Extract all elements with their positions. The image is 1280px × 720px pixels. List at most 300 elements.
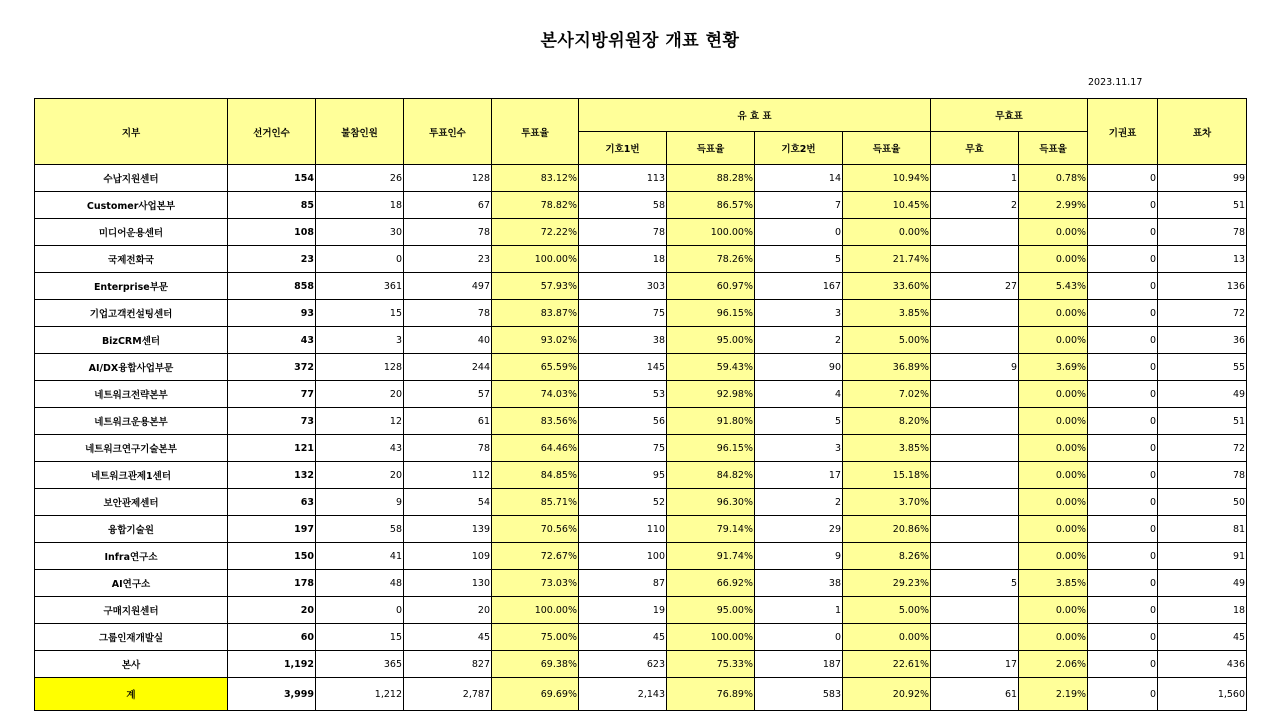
header-candidate2-rate: 득표율 bbox=[843, 132, 931, 165]
branch-name-cell: 국제전화국 bbox=[35, 246, 228, 273]
turnout-cell: 100.00% bbox=[492, 597, 579, 624]
invalid-rate-cell: 2.99% bbox=[1019, 192, 1088, 219]
candidate2-rate-cell: 8.26% bbox=[843, 543, 931, 570]
candidate2-votes-cell: 17 bbox=[755, 462, 843, 489]
voters-cell: 67 bbox=[404, 192, 492, 219]
turnout-cell: 64.46% bbox=[492, 435, 579, 462]
candidate2-rate-cell: 5.00% bbox=[843, 597, 931, 624]
invalid-rate-cell: 0.00% bbox=[1019, 489, 1088, 516]
absent-cell: 3 bbox=[316, 327, 404, 354]
page-title: 본사지방위원장 개표 현황 bbox=[540, 31, 740, 51]
abstain-cell: 0 bbox=[1088, 597, 1158, 624]
electors-cell: 178 bbox=[228, 570, 316, 597]
table-row bbox=[35, 219, 1247, 246]
candidate2-rate-cell: 3.70% bbox=[843, 489, 931, 516]
electors-cell: 858 bbox=[228, 273, 316, 300]
invalid-votes-cell: 2 bbox=[931, 192, 1019, 219]
candidate1-rate-cell: 100.00% bbox=[667, 624, 755, 651]
candidate2-votes-cell: 1 bbox=[755, 597, 843, 624]
report-date: 2023.11.17 bbox=[1088, 77, 1143, 88]
turnout-cell: 69.38% bbox=[492, 651, 579, 678]
candidate2-votes-cell: 7 bbox=[755, 192, 843, 219]
candidate1-votes-cell: 38 bbox=[579, 327, 667, 354]
abstain-cell: 0 bbox=[1088, 651, 1158, 678]
table-body bbox=[35, 165, 1247, 711]
candidate1-rate-cell: 59.43% bbox=[667, 354, 755, 381]
candidate1-rate-cell: 79.14% bbox=[667, 516, 755, 543]
absent-cell: 0 bbox=[316, 597, 404, 624]
header-margin: 표차 bbox=[1158, 99, 1247, 165]
voters-cell: 45 bbox=[404, 624, 492, 651]
turnout-cell: 72.22% bbox=[492, 219, 579, 246]
electors-cell: 132 bbox=[228, 462, 316, 489]
turnout-cell: 100.00% bbox=[492, 246, 579, 273]
branch-name-cell: 기업고객컨설팅센터 bbox=[35, 300, 228, 327]
electors-cell: 93 bbox=[228, 300, 316, 327]
absent-cell: 15 bbox=[316, 624, 404, 651]
candidate2-votes-cell: 187 bbox=[755, 651, 843, 678]
absent-cell: 18 bbox=[316, 192, 404, 219]
branch-name-cell: 수납지원센터 bbox=[35, 165, 228, 192]
table-row bbox=[35, 435, 1247, 462]
candidate2-votes-cell: 3 bbox=[755, 435, 843, 462]
margin-cell: 99 bbox=[1158, 165, 1247, 192]
candidate2-votes-cell: 583 bbox=[755, 678, 843, 711]
invalid-votes-cell: 5 bbox=[931, 570, 1019, 597]
absent-cell: 20 bbox=[316, 381, 404, 408]
table-row bbox=[35, 516, 1247, 543]
electors-cell: 63 bbox=[228, 489, 316, 516]
invalid-votes-cell: 1 bbox=[931, 165, 1019, 192]
margin-cell: 49 bbox=[1158, 570, 1247, 597]
branch-name-cell: 계 bbox=[35, 678, 228, 711]
turnout-cell: 70.56% bbox=[492, 516, 579, 543]
invalid-rate-cell: 0.00% bbox=[1019, 381, 1088, 408]
candidate1-votes-cell: 53 bbox=[579, 381, 667, 408]
candidate2-votes-cell: 38 bbox=[755, 570, 843, 597]
electors-cell: 23 bbox=[228, 246, 316, 273]
invalid-votes-cell bbox=[931, 408, 1019, 435]
voters-cell: 78 bbox=[404, 219, 492, 246]
candidate1-rate-cell: 78.26% bbox=[667, 246, 755, 273]
invalid-rate-cell: 2.19% bbox=[1019, 678, 1088, 711]
voters-cell: 244 bbox=[404, 354, 492, 381]
abstain-cell: 0 bbox=[1088, 165, 1158, 192]
absent-cell: 9 bbox=[316, 489, 404, 516]
candidate2-votes-cell: 0 bbox=[755, 624, 843, 651]
candidate1-rate-cell: 75.33% bbox=[667, 651, 755, 678]
candidate1-votes-cell: 56 bbox=[579, 408, 667, 435]
candidate2-rate-cell: 7.02% bbox=[843, 381, 931, 408]
invalid-votes-cell: 61 bbox=[931, 678, 1019, 711]
candidate1-rate-cell: 60.97% bbox=[667, 273, 755, 300]
absent-cell: 48 bbox=[316, 570, 404, 597]
abstain-cell: 0 bbox=[1088, 435, 1158, 462]
table-row bbox=[35, 273, 1247, 300]
table-row bbox=[35, 462, 1247, 489]
invalid-votes-cell bbox=[931, 462, 1019, 489]
header-invalid-votes: 무효표 bbox=[931, 99, 1088, 132]
table-row bbox=[35, 408, 1247, 435]
invalid-rate-cell: 0.00% bbox=[1019, 462, 1088, 489]
branch-name-cell: Infra연구소 bbox=[35, 543, 228, 570]
voters-cell: 109 bbox=[404, 543, 492, 570]
branch-name-cell: 네트워크관제1센터 bbox=[35, 462, 228, 489]
abstain-cell: 0 bbox=[1088, 327, 1158, 354]
voters-cell: 827 bbox=[404, 651, 492, 678]
invalid-votes-cell bbox=[931, 516, 1019, 543]
header-branch: 지부 bbox=[35, 99, 228, 165]
candidate2-rate-cell: 20.86% bbox=[843, 516, 931, 543]
branch-name-cell: 그룹인재개발실 bbox=[35, 624, 228, 651]
margin-cell: 78 bbox=[1158, 462, 1247, 489]
abstain-cell: 0 bbox=[1088, 624, 1158, 651]
table-row bbox=[35, 624, 1247, 651]
margin-cell: 55 bbox=[1158, 354, 1247, 381]
margin-cell: 91 bbox=[1158, 543, 1247, 570]
candidate1-rate-cell: 96.15% bbox=[667, 435, 755, 462]
invalid-rate-cell: 3.69% bbox=[1019, 354, 1088, 381]
margin-cell: 51 bbox=[1158, 408, 1247, 435]
abstain-cell: 0 bbox=[1088, 381, 1158, 408]
header-candidate1-rate: 득표율 bbox=[667, 132, 755, 165]
vote-count-table bbox=[34, 98, 1247, 711]
candidate2-rate-cell: 29.23% bbox=[843, 570, 931, 597]
branch-name-cell: Customer사업본부 bbox=[35, 192, 228, 219]
candidate2-rate-cell: 33.60% bbox=[843, 273, 931, 300]
candidate2-rate-cell: 3.85% bbox=[843, 300, 931, 327]
candidate2-votes-cell: 0 bbox=[755, 219, 843, 246]
branch-name-cell: AI/DX융합사업부문 bbox=[35, 354, 228, 381]
candidate1-votes-cell: 75 bbox=[579, 435, 667, 462]
candidate2-votes-cell: 2 bbox=[755, 489, 843, 516]
table-row bbox=[35, 570, 1247, 597]
invalid-rate-cell: 2.06% bbox=[1019, 651, 1088, 678]
margin-cell: 81 bbox=[1158, 516, 1247, 543]
absent-cell: 26 bbox=[316, 165, 404, 192]
table-row bbox=[35, 246, 1247, 273]
abstain-cell: 0 bbox=[1088, 246, 1158, 273]
voters-cell: 78 bbox=[404, 300, 492, 327]
invalid-votes-cell bbox=[931, 381, 1019, 408]
candidate2-votes-cell: 5 bbox=[755, 246, 843, 273]
header-candidate1: 기호1번 bbox=[579, 132, 667, 165]
branch-name-cell: 네트워크전략본부 bbox=[35, 381, 228, 408]
header-candidate2: 기호2번 bbox=[755, 132, 843, 165]
candidate1-votes-cell: 100 bbox=[579, 543, 667, 570]
candidate1-rate-cell: 91.80% bbox=[667, 408, 755, 435]
abstain-cell: 0 bbox=[1088, 489, 1158, 516]
header-electors: 선거인수 bbox=[228, 99, 316, 165]
margin-cell: 78 bbox=[1158, 219, 1247, 246]
invalid-rate-cell: 0.00% bbox=[1019, 408, 1088, 435]
absent-cell: 15 bbox=[316, 300, 404, 327]
candidate1-votes-cell: 78 bbox=[579, 219, 667, 246]
voters-cell: 497 bbox=[404, 273, 492, 300]
margin-cell: 50 bbox=[1158, 489, 1247, 516]
candidate1-votes-cell: 145 bbox=[579, 354, 667, 381]
invalid-rate-cell: 0.00% bbox=[1019, 543, 1088, 570]
electors-cell: 77 bbox=[228, 381, 316, 408]
electors-cell: 372 bbox=[228, 354, 316, 381]
invalid-votes-cell bbox=[931, 489, 1019, 516]
invalid-rate-cell: 0.00% bbox=[1019, 219, 1088, 246]
abstain-cell: 0 bbox=[1088, 516, 1158, 543]
margin-cell: 45 bbox=[1158, 624, 1247, 651]
voters-cell: 112 bbox=[404, 462, 492, 489]
voters-cell: 2,787 bbox=[404, 678, 492, 711]
header-turnout: 투표율 bbox=[492, 99, 579, 165]
invalid-votes-cell bbox=[931, 246, 1019, 273]
branch-name-cell: 보안관제센터 bbox=[35, 489, 228, 516]
invalid-votes-cell bbox=[931, 327, 1019, 354]
invalid-votes-cell bbox=[931, 597, 1019, 624]
total-row bbox=[35, 678, 1247, 711]
invalid-rate-cell: 5.43% bbox=[1019, 273, 1088, 300]
candidate2-rate-cell: 10.94% bbox=[843, 165, 931, 192]
branch-name-cell: 융합기술원 bbox=[35, 516, 228, 543]
electors-cell: 3,999 bbox=[228, 678, 316, 711]
invalid-votes-cell: 9 bbox=[931, 354, 1019, 381]
margin-cell: 51 bbox=[1158, 192, 1247, 219]
candidate2-votes-cell: 5 bbox=[755, 408, 843, 435]
header-voters: 투표인수 bbox=[404, 99, 492, 165]
electors-cell: 197 bbox=[228, 516, 316, 543]
electors-cell: 154 bbox=[228, 165, 316, 192]
invalid-rate-cell: 0.00% bbox=[1019, 597, 1088, 624]
candidate1-votes-cell: 303 bbox=[579, 273, 667, 300]
invalid-votes-cell bbox=[931, 543, 1019, 570]
table-row bbox=[35, 327, 1247, 354]
abstain-cell: 0 bbox=[1088, 570, 1158, 597]
abstain-cell: 0 bbox=[1088, 300, 1158, 327]
table-row bbox=[35, 381, 1247, 408]
header-valid-votes: 유 효 표 bbox=[579, 99, 931, 132]
margin-cell: 436 bbox=[1158, 651, 1247, 678]
candidate1-votes-cell: 18 bbox=[579, 246, 667, 273]
table-row bbox=[35, 165, 1247, 192]
candidate2-votes-cell: 4 bbox=[755, 381, 843, 408]
margin-cell: 1,560 bbox=[1158, 678, 1247, 711]
branch-name-cell: 네트워크운용본부 bbox=[35, 408, 228, 435]
candidate2-votes-cell: 2 bbox=[755, 327, 843, 354]
candidate2-votes-cell: 29 bbox=[755, 516, 843, 543]
electors-cell: 20 bbox=[228, 597, 316, 624]
candidate2-votes-cell: 3 bbox=[755, 300, 843, 327]
margin-cell: 49 bbox=[1158, 381, 1247, 408]
margin-cell: 36 bbox=[1158, 327, 1247, 354]
abstain-cell: 0 bbox=[1088, 219, 1158, 246]
absent-cell: 20 bbox=[316, 462, 404, 489]
header-invalid-rate: 득표율 bbox=[1019, 132, 1088, 165]
candidate2-rate-cell: 0.00% bbox=[843, 219, 931, 246]
table-row bbox=[35, 489, 1247, 516]
invalid-votes-cell: 27 bbox=[931, 273, 1019, 300]
voters-cell: 23 bbox=[404, 246, 492, 273]
candidate1-rate-cell: 100.00% bbox=[667, 219, 755, 246]
candidate2-rate-cell: 20.92% bbox=[843, 678, 931, 711]
absent-cell: 365 bbox=[316, 651, 404, 678]
turnout-cell: 83.12% bbox=[492, 165, 579, 192]
candidate2-votes-cell: 14 bbox=[755, 165, 843, 192]
voters-cell: 128 bbox=[404, 165, 492, 192]
absent-cell: 128 bbox=[316, 354, 404, 381]
turnout-cell: 84.85% bbox=[492, 462, 579, 489]
abstain-cell: 0 bbox=[1088, 354, 1158, 381]
absent-cell: 30 bbox=[316, 219, 404, 246]
candidate2-rate-cell: 5.00% bbox=[843, 327, 931, 354]
branch-name-cell: Enterprise부문 bbox=[35, 273, 228, 300]
voters-cell: 139 bbox=[404, 516, 492, 543]
absent-cell: 12 bbox=[316, 408, 404, 435]
invalid-votes-cell bbox=[931, 300, 1019, 327]
candidate1-votes-cell: 113 bbox=[579, 165, 667, 192]
table-row bbox=[35, 651, 1247, 678]
candidate1-rate-cell: 86.57% bbox=[667, 192, 755, 219]
electors-cell: 150 bbox=[228, 543, 316, 570]
absent-cell: 0 bbox=[316, 246, 404, 273]
invalid-rate-cell: 0.78% bbox=[1019, 165, 1088, 192]
branch-name-cell: AI연구소 bbox=[35, 570, 228, 597]
table-row bbox=[35, 300, 1247, 327]
candidate1-votes-cell: 19 bbox=[579, 597, 667, 624]
turnout-cell: 73.03% bbox=[492, 570, 579, 597]
header-invalid: 무효 bbox=[931, 132, 1019, 165]
turnout-cell: 75.00% bbox=[492, 624, 579, 651]
candidate1-rate-cell: 95.00% bbox=[667, 597, 755, 624]
electors-cell: 108 bbox=[228, 219, 316, 246]
voters-cell: 57 bbox=[404, 381, 492, 408]
turnout-cell: 69.69% bbox=[492, 678, 579, 711]
table-row bbox=[35, 597, 1247, 624]
abstain-cell: 0 bbox=[1088, 462, 1158, 489]
candidate1-votes-cell: 75 bbox=[579, 300, 667, 327]
margin-cell: 13 bbox=[1158, 246, 1247, 273]
abstain-cell: 0 bbox=[1088, 678, 1158, 711]
candidate2-rate-cell: 10.45% bbox=[843, 192, 931, 219]
candidate2-votes-cell: 167 bbox=[755, 273, 843, 300]
candidate2-rate-cell: 21.74% bbox=[843, 246, 931, 273]
voters-cell: 78 bbox=[404, 435, 492, 462]
invalid-votes-cell bbox=[931, 624, 1019, 651]
electors-cell: 1,192 bbox=[228, 651, 316, 678]
invalid-rate-cell: 0.00% bbox=[1019, 300, 1088, 327]
candidate1-votes-cell: 95 bbox=[579, 462, 667, 489]
voters-cell: 130 bbox=[404, 570, 492, 597]
candidate2-rate-cell: 36.89% bbox=[843, 354, 931, 381]
absent-cell: 1,212 bbox=[316, 678, 404, 711]
candidate1-votes-cell: 87 bbox=[579, 570, 667, 597]
candidate2-rate-cell: 22.61% bbox=[843, 651, 931, 678]
candidate2-rate-cell: 3.85% bbox=[843, 435, 931, 462]
margin-cell: 72 bbox=[1158, 300, 1247, 327]
candidate1-rate-cell: 96.30% bbox=[667, 489, 755, 516]
candidate1-rate-cell: 92.98% bbox=[667, 381, 755, 408]
turnout-cell: 85.71% bbox=[492, 489, 579, 516]
candidate1-votes-cell: 45 bbox=[579, 624, 667, 651]
margin-cell: 18 bbox=[1158, 597, 1247, 624]
invalid-rate-cell: 0.00% bbox=[1019, 516, 1088, 543]
invalid-rate-cell: 3.85% bbox=[1019, 570, 1088, 597]
electors-cell: 73 bbox=[228, 408, 316, 435]
candidate1-rate-cell: 88.28% bbox=[667, 165, 755, 192]
branch-name-cell: 네트워크연구기술본부 bbox=[35, 435, 228, 462]
candidate2-rate-cell: 15.18% bbox=[843, 462, 931, 489]
abstain-cell: 0 bbox=[1088, 543, 1158, 570]
invalid-votes-cell bbox=[931, 219, 1019, 246]
table-header bbox=[35, 99, 1247, 165]
turnout-cell: 72.67% bbox=[492, 543, 579, 570]
invalid-rate-cell: 0.00% bbox=[1019, 327, 1088, 354]
turnout-cell: 74.03% bbox=[492, 381, 579, 408]
branch-name-cell: 미디어운용센터 bbox=[35, 219, 228, 246]
turnout-cell: 57.93% bbox=[492, 273, 579, 300]
candidate1-rate-cell: 76.89% bbox=[667, 678, 755, 711]
voters-cell: 61 bbox=[404, 408, 492, 435]
table-row bbox=[35, 354, 1247, 381]
candidate2-rate-cell: 8.20% bbox=[843, 408, 931, 435]
electors-cell: 60 bbox=[228, 624, 316, 651]
candidate2-rate-cell: 0.00% bbox=[843, 624, 931, 651]
absent-cell: 361 bbox=[316, 273, 404, 300]
branch-name-cell: 구매지원센터 bbox=[35, 597, 228, 624]
margin-cell: 72 bbox=[1158, 435, 1247, 462]
candidate1-rate-cell: 95.00% bbox=[667, 327, 755, 354]
invalid-rate-cell: 0.00% bbox=[1019, 435, 1088, 462]
table-row bbox=[35, 192, 1247, 219]
branch-name-cell: 본사 bbox=[35, 651, 228, 678]
voters-cell: 40 bbox=[404, 327, 492, 354]
header-abstain: 기권표 bbox=[1088, 99, 1158, 165]
candidate1-rate-cell: 66.92% bbox=[667, 570, 755, 597]
absent-cell: 43 bbox=[316, 435, 404, 462]
electors-cell: 121 bbox=[228, 435, 316, 462]
electors-cell: 85 bbox=[228, 192, 316, 219]
absent-cell: 58 bbox=[316, 516, 404, 543]
invalid-votes-cell: 17 bbox=[931, 651, 1019, 678]
candidate1-votes-cell: 52 bbox=[579, 489, 667, 516]
abstain-cell: 0 bbox=[1088, 273, 1158, 300]
invalid-rate-cell: 0.00% bbox=[1019, 624, 1088, 651]
candidate1-rate-cell: 91.74% bbox=[667, 543, 755, 570]
candidate2-votes-cell: 90 bbox=[755, 354, 843, 381]
turnout-cell: 78.82% bbox=[492, 192, 579, 219]
abstain-cell: 0 bbox=[1088, 192, 1158, 219]
voters-cell: 20 bbox=[404, 597, 492, 624]
turnout-cell: 83.87% bbox=[492, 300, 579, 327]
margin-cell: 136 bbox=[1158, 273, 1247, 300]
branch-name-cell: BizCRM센터 bbox=[35, 327, 228, 354]
voters-cell: 54 bbox=[404, 489, 492, 516]
candidate1-rate-cell: 84.82% bbox=[667, 462, 755, 489]
absent-cell: 41 bbox=[316, 543, 404, 570]
candidate1-votes-cell: 110 bbox=[579, 516, 667, 543]
turnout-cell: 65.59% bbox=[492, 354, 579, 381]
header-absent: 불참인원 bbox=[316, 99, 404, 165]
invalid-votes-cell bbox=[931, 435, 1019, 462]
invalid-rate-cell: 0.00% bbox=[1019, 246, 1088, 273]
candidate1-votes-cell: 58 bbox=[579, 192, 667, 219]
candidate1-rate-cell: 96.15% bbox=[667, 300, 755, 327]
table-row bbox=[35, 543, 1247, 570]
turnout-cell: 93.02% bbox=[492, 327, 579, 354]
electors-cell: 43 bbox=[228, 327, 316, 354]
candidate1-votes-cell: 623 bbox=[579, 651, 667, 678]
abstain-cell: 0 bbox=[1088, 408, 1158, 435]
candidate2-votes-cell: 9 bbox=[755, 543, 843, 570]
turnout-cell: 83.56% bbox=[492, 408, 579, 435]
candidate1-votes-cell: 2,143 bbox=[579, 678, 667, 711]
